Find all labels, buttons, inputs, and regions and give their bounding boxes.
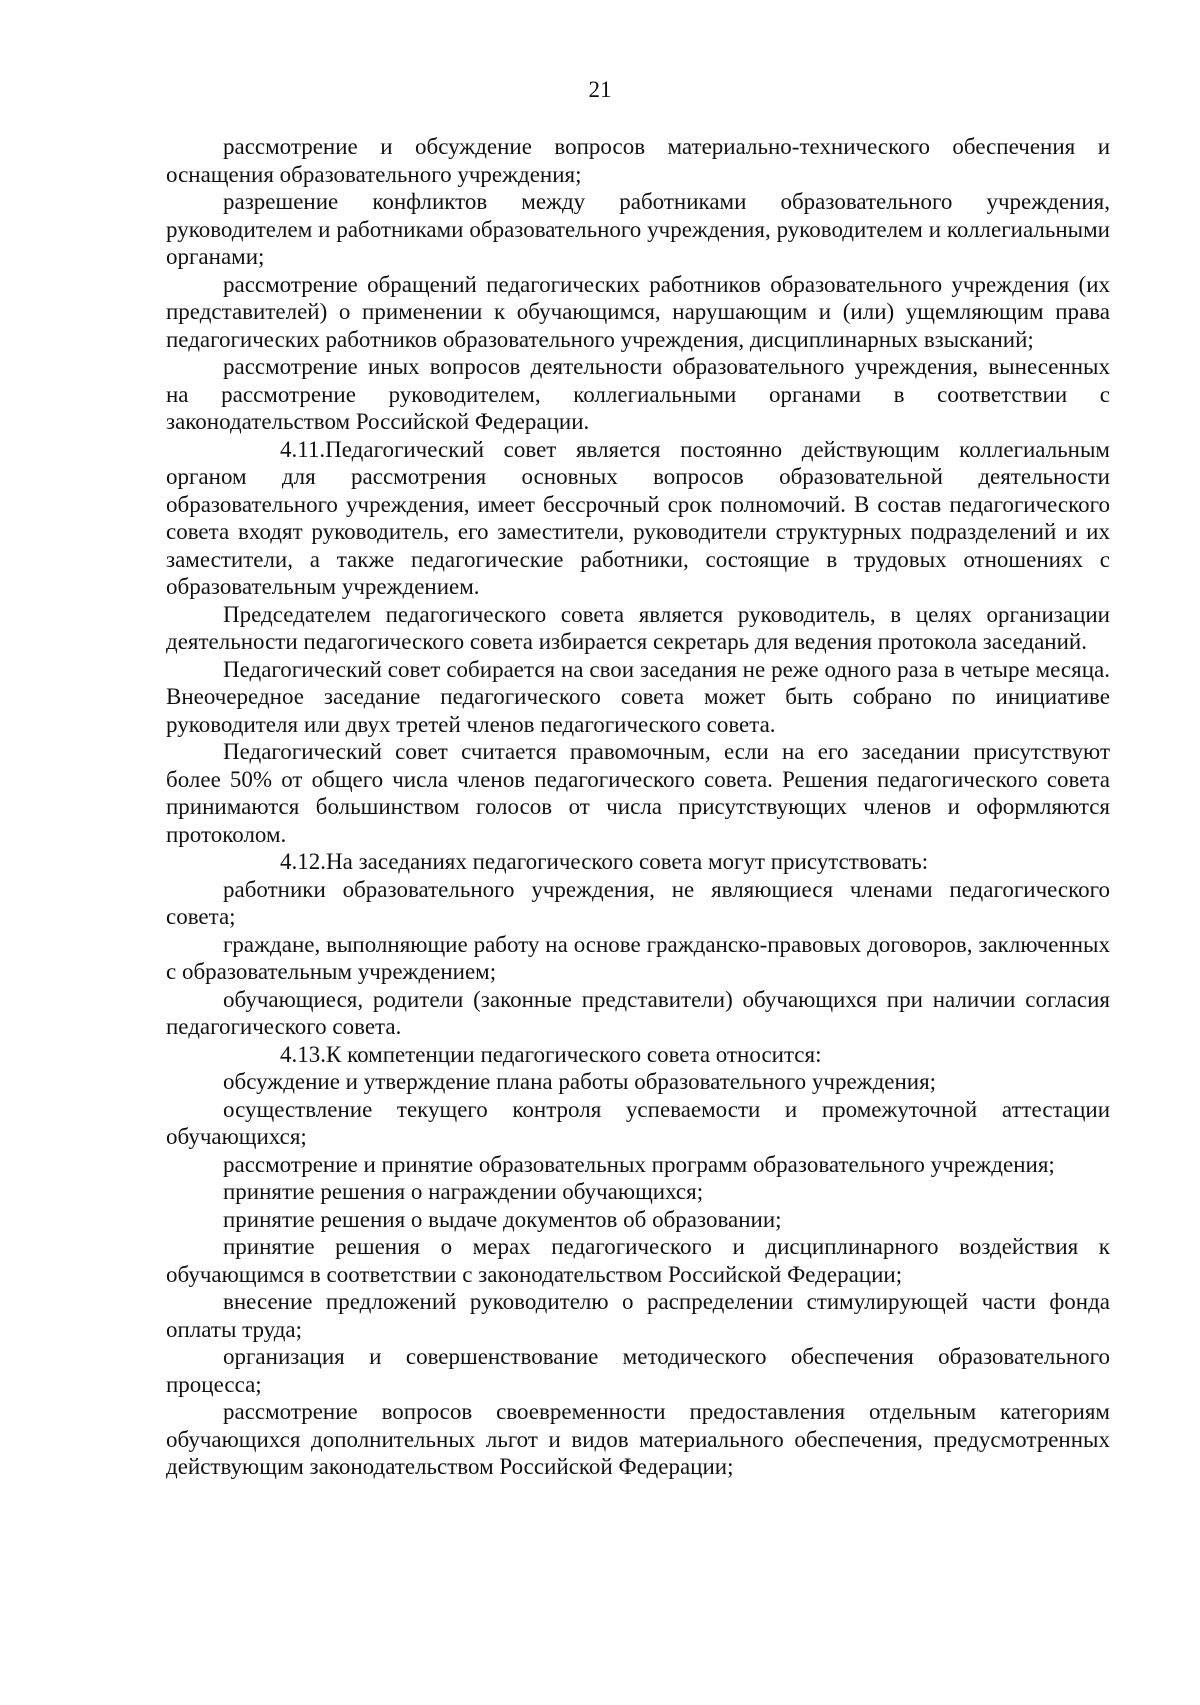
section-4-11 [166,436,1110,601]
paragraph: рассмотрение вопросов своевременности предоставления отдельным категориям обучающихся дополнительных льгот и видов материального обеспечения, предусмотренных действующим законодательством Российской Федерации; [166,1399,1110,1479]
paragraph: обучающиеся, родители (законные представители) обучающихся при наличии согласия педагогического совета. [166,986,1110,1039]
paragraph: внесение предложений руководителю о распределении стимулирующей части фонда оплаты труда; [166,1289,1110,1342]
paragraph: работники образовательного учреждения, не являющиеся членами педагогического совета; [166,876,1110,929]
section-4-13 [166,1041,1110,1069]
section-number: 4.12. [280,849,326,874]
paragraph: Председателем педагогического совета является руководитель, в целях организации деятельности педагогического совета избирается секретарь для ведения протокола заседаний. [166,601,1110,654]
section-number: 4.13. [280,1041,326,1067]
paragraph: осуществление текущего контроля успеваемости и промежуточной аттестации обучающихся; [166,1096,1110,1149]
paragraph: Педагогический совет собирается на свои заседания не реже одного раза в четыре месяца. Внеочередное заседание педагогического совета может быть собрано по инициативе руководителя или двух третей членов педагогического совета. [166,656,1110,737]
paragraph: принятие решения о награждении обучающихся; [223,1179,704,1204]
paragraph: принятие решения о выдаче документов об образовании; [223,1206,782,1232]
section-4-12 [166,848,1110,876]
paragraph: разрешение конфликтов между работниками образовательного учреждения, руководителем и работниками образовательного учреждения, руководителем и коллегиальными органами; [166,189,1110,269]
paragraph: граждане, выполняющие работу на основе гражданско-правовых договоров, заключенных с образовательным учреждением; [166,931,1110,984]
paragraph: рассмотрение иных вопросов деятельности образовательного учреждения, вынесенных на рассмотрение руководителем, коллегиальными органами в соответствии с законодательством Российской Федерации. [166,354,1110,434]
paragraph: рассмотрение обращений педагогических работников образовательного учреждения (их представителей) о применении к обучающимся, нарушающим и (или) ущемляющим права педагогических работников образовательного учреждения, дисциплинарных взысканий; [166,271,1110,352]
section-text: Педагогический совет является постоянно действующим коллегиальным органом для рассмотрения основных вопросов образовательной деятельности образовательного учреждения, имеет бессрочный срок полномочий. В состав педагогического совета входят руководитель, его заместители, руководители структурных подразделений и их заместители, а также педагогические работники, состоящие в трудовых отношениях с образовательным учреждением. [166,436,1110,599]
paragraph: обсуждение и утверждение плана работы образовательного учреждения; [223,1069,937,1094]
paragraph: Педагогический совет считается правомочным, если на его заседании присутствуют более 50% от общего числа членов педагогического совета. Решения педагогического совета принимаются большинством голосов от числа присутствующих членов и оформляются протоколом. [166,739,1110,847]
section-text: К компетенции педагогического совета относится: [326,1041,822,1067]
document-body [166,133,1110,1481]
paragraph: принятие решения о мерах педагогического и дисциплинарного воздействия к обучающимся в соответствии с законодательством Российской Федерации; [166,1234,1110,1287]
paragraph: рассмотрение и принятие образовательных программ образовательного учреждения; [223,1151,1055,1177]
page-number: 21 [588,77,612,102]
paragraph: организация и совершенствование методического обеспечения образовательного процесса; [166,1344,1110,1397]
section-number: 4.11. [280,436,326,462]
section-text: На заседаниях педагогического совета могут присутствовать: [326,849,929,874]
paragraph: рассмотрение и обсуждение вопросов материально-технического обеспечения и оснащения образовательного учреждения; [166,134,1110,187]
